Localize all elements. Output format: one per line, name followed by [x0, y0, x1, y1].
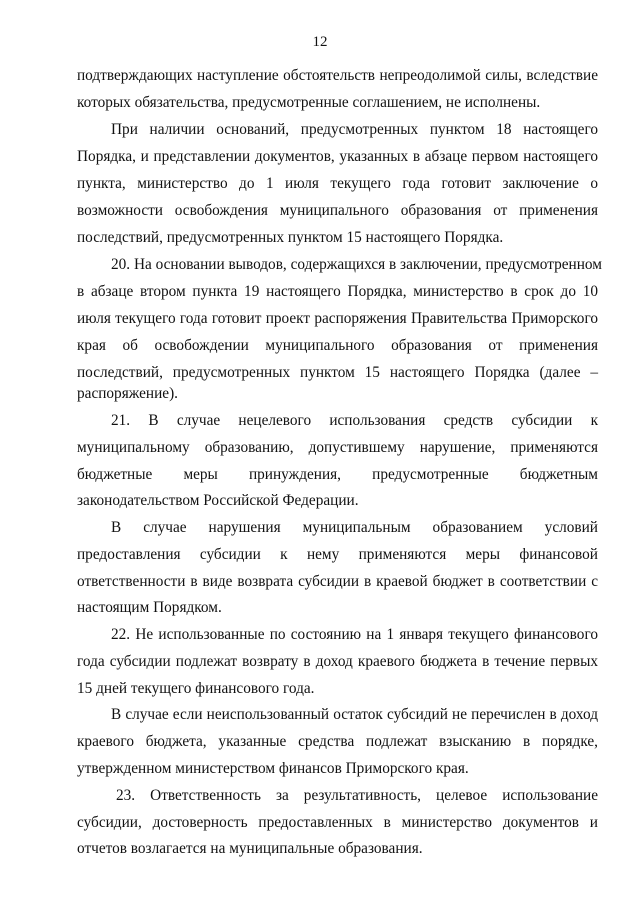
text-line: краевого бюджета, указанные средства подлежат взысканию в порядке,	[77, 733, 598, 750]
text-line: края об освобождении муниципального образования от применения	[77, 337, 598, 354]
text-line: настоящим Порядком.	[77, 599, 222, 616]
text-line: распоряжение).	[77, 385, 178, 402]
text-line: муниципальному образованию, допустившему нарушение, применяются	[77, 439, 598, 456]
text-line: 22. Не использованные по состоянию на 1 января текущего финансового	[111, 626, 598, 643]
text-line: подтверждающих наступление обстоятельств непреодолимой силы, вследствие	[77, 67, 598, 84]
text-line: в абзаце втором пункта 19 настоящего Порядка, министерство в срок до 10	[77, 283, 598, 300]
text-line: года субсидии подлежат возврату в доход краевого бюджета в течение первых	[77, 653, 598, 670]
text-line: пункта, министерство до 1 июля текущего года готовит заключение о	[77, 175, 598, 192]
text-line: которых обязательства, предусмотренные соглашением, не исполнены.	[77, 94, 541, 111]
text-line: В случае нарушения муниципальным образованием условий	[111, 519, 598, 536]
page-number: 12	[312, 34, 328, 50]
text-line: отчетов возлагается на муниципальные образования.	[77, 840, 423, 857]
text-line: субсидии, достоверность предоставленных в министерство документов и	[77, 814, 598, 831]
text-line: утвержденном министерством финансов Приморского края.	[77, 760, 469, 777]
text-line: возможности освобождения муниципального образования от применения	[77, 202, 598, 219]
text-line: В случае если неиспользованный остаток субсидий не перечислен в доход	[111, 706, 598, 723]
text-line: При наличии оснований, предусмотренных пунктом 18 настоящего	[111, 121, 598, 138]
text-line: 15 дней текущего финансового года.	[77, 680, 315, 697]
text-line: июля текущего года готовит проект распоряжения Правительства Приморского	[77, 310, 598, 327]
text-line: 21. В случае нецелевого использования средств субсидии к	[111, 412, 598, 429]
text-line: предоставления субсидии к нему применяются меры финансовой	[77, 546, 598, 563]
text-line: ответственности в виде возврата субсидии в краевой бюджет в соответствии с	[77, 573, 598, 590]
text-line: законодательством Российской Федерации.	[77, 492, 359, 509]
text-line: последствий, предусмотренных пунктом 15 настоящего Порядка.	[77, 229, 504, 246]
text-line: бюджетные меры принуждения, предусмотренные бюджетным	[77, 466, 598, 483]
text-line: последствий, предусмотренных пунктом 15 настоящего Порядка (далее –	[77, 364, 598, 381]
text-line: 23. Ответственность за результативность, целевое использование	[116, 787, 598, 804]
text-line: 20. На основании выводов, содержащихся в заключении, предусмотренном	[111, 256, 602, 273]
text-line: Порядка, и представлении документов, указанных в абзаце первом настоящего	[77, 148, 598, 165]
